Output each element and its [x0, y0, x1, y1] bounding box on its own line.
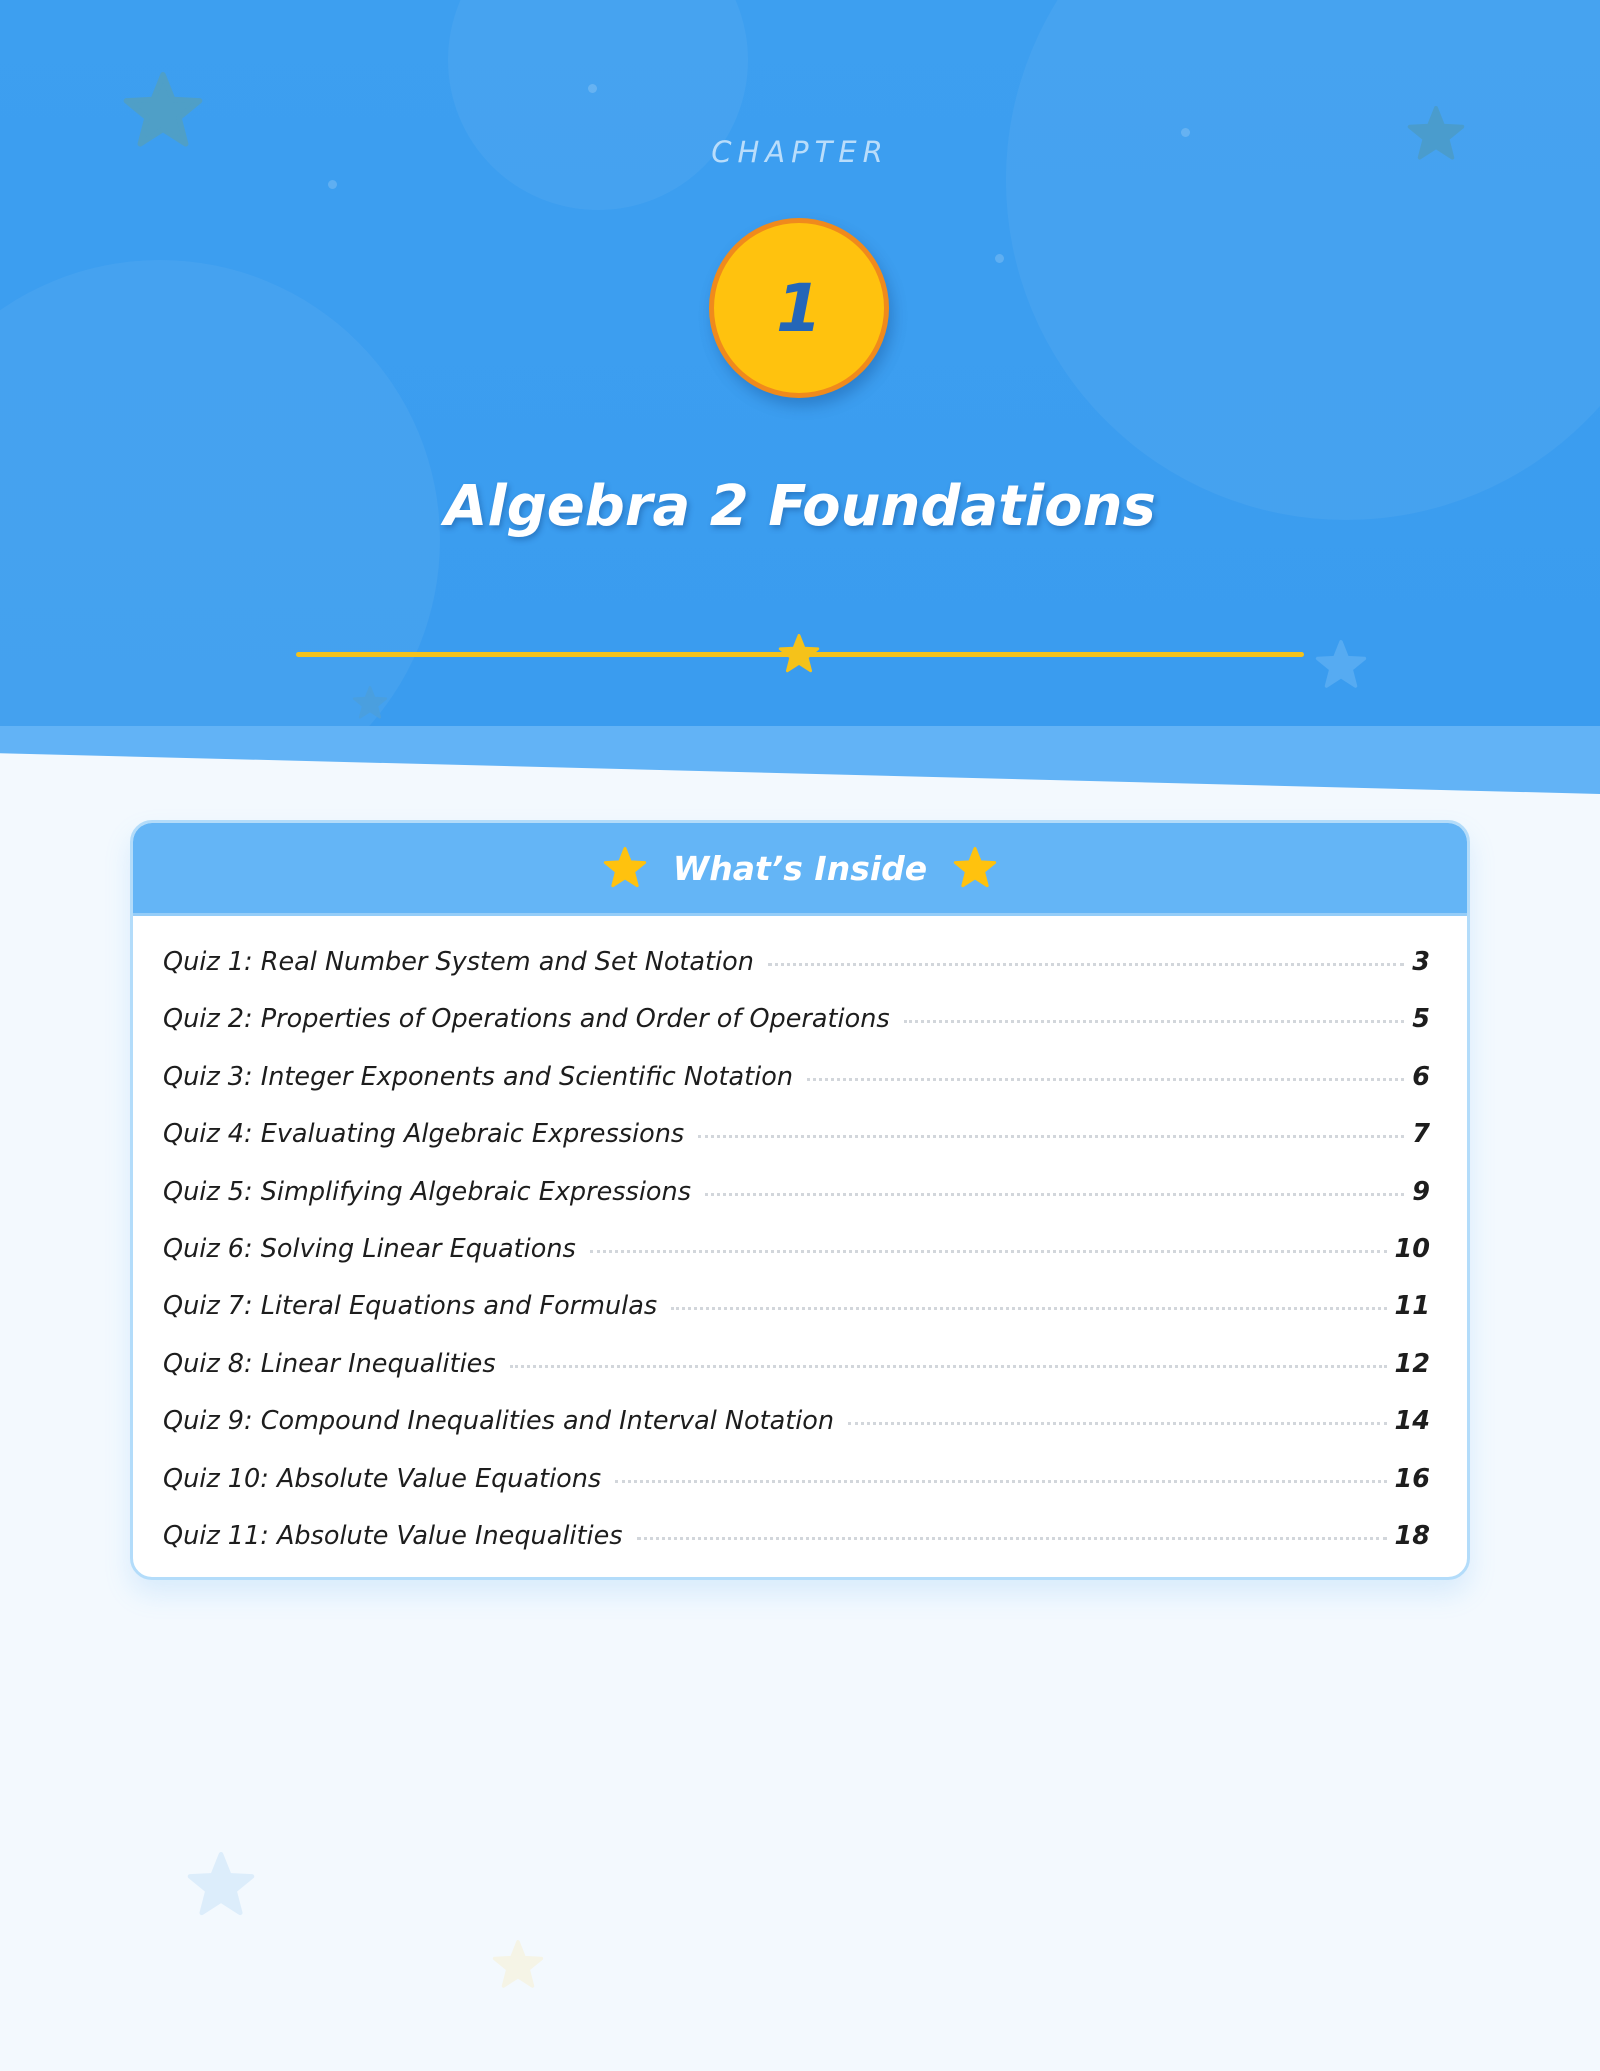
contents-card — [130, 820, 1470, 1580]
decor-dot — [995, 254, 1004, 263]
dot-leader — [615, 1479, 1386, 1483]
toc-entry[interactable] — [163, 1508, 1430, 1565]
toc-entry-page: 3 — [1412, 947, 1430, 977]
toc-entry-title: Quiz 9: Compound Inequalities and Interval Notation — [163, 1406, 835, 1437]
toc-entry-title: Quiz 5: Simplifying Algebraic Expressions — [163, 1176, 691, 1207]
contents-heading: What’s Inside — [672, 848, 928, 888]
toc-entry[interactable] — [163, 934, 1430, 991]
toc-entry[interactable] — [163, 1278, 1430, 1335]
toc-entry-page: 14 — [1394, 1406, 1430, 1437]
toc-entry-page: 16 — [1394, 1463, 1430, 1494]
toc-entry-title: Quiz 8: Linear Inequalities — [163, 1348, 496, 1379]
chapter-number-badge — [709, 218, 889, 398]
toc-entry-page: 9 — [1412, 1176, 1430, 1207]
toc-entry[interactable] — [163, 991, 1430, 1048]
star-icon — [778, 634, 820, 674]
dot-leader — [590, 1249, 1387, 1253]
dot-leader — [698, 1134, 1404, 1138]
star-icon — [953, 847, 997, 889]
toc-entry[interactable] — [163, 1221, 1430, 1278]
toc-entry[interactable] — [163, 1393, 1430, 1450]
header-wave-band — [0, 726, 1600, 794]
chapter-number: 1 — [776, 269, 822, 347]
dot-leader — [510, 1364, 1387, 1368]
chapter-label: CHAPTER — [711, 135, 889, 169]
toc-entry-page: 7 — [1412, 1119, 1430, 1150]
chapter-title: Algebra 2 Foundations — [444, 474, 1156, 539]
toc-entry-title: Quiz 11: Absolute Value Inequalities — [163, 1520, 623, 1551]
toc-entry-title: Quiz 7: Literal Equations and Formulas — [163, 1291, 658, 1322]
decor-bubble — [1006, 0, 1600, 520]
star-icon — [1315, 640, 1367, 690]
toc-entry[interactable] — [163, 1106, 1430, 1163]
decor-bubble — [448, 0, 748, 210]
toc-entry-page: 5 — [1412, 1004, 1430, 1035]
dot-leader — [768, 962, 1404, 966]
dot-leader — [848, 1421, 1386, 1425]
star-icon — [352, 686, 388, 720]
contents-list — [133, 916, 1467, 1565]
toc-entry[interactable] — [163, 1164, 1430, 1221]
contents-header — [133, 823, 1467, 916]
toc-entry-title: Quiz 2: Properties of Operations and Order of Operations — [163, 1004, 890, 1035]
toc-entry-page: 12 — [1394, 1348, 1430, 1379]
dot-leader — [904, 1019, 1404, 1023]
toc-entry-title: Quiz 6: Solving Linear Equations — [163, 1233, 576, 1264]
decor-dot — [328, 180, 337, 189]
toc-entry-page: 11 — [1394, 1291, 1430, 1322]
toc-entry[interactable] — [163, 1336, 1430, 1393]
chapter-header — [0, 0, 1600, 726]
dot-leader — [705, 1192, 1404, 1196]
dot-leader — [637, 1536, 1387, 1540]
toc-entry-title: Quiz 3: Integer Exponents and Scientific Notation — [163, 1061, 794, 1092]
dot-leader — [807, 1077, 1404, 1081]
toc-entry-page: 18 — [1394, 1520, 1430, 1551]
dot-leader — [671, 1306, 1386, 1310]
decor-dot — [588, 84, 597, 93]
toc-entry-title: Quiz 4: Evaluating Algebraic Expressions — [163, 1119, 685, 1150]
toc-entry-title: Quiz 1: Real Number System and Set Notation — [163, 947, 754, 977]
toc-entry-page: 6 — [1412, 1061, 1430, 1092]
star-icon — [186, 1852, 256, 1918]
toc-entry[interactable] — [163, 1049, 1430, 1106]
toc-entry-page: 10 — [1394, 1233, 1430, 1264]
toc-entry-title: Quiz 10: Absolute Value Equations — [163, 1463, 602, 1494]
star-icon — [603, 847, 647, 889]
toc-entry[interactable] — [163, 1451, 1430, 1508]
star-icon — [492, 1940, 544, 1990]
